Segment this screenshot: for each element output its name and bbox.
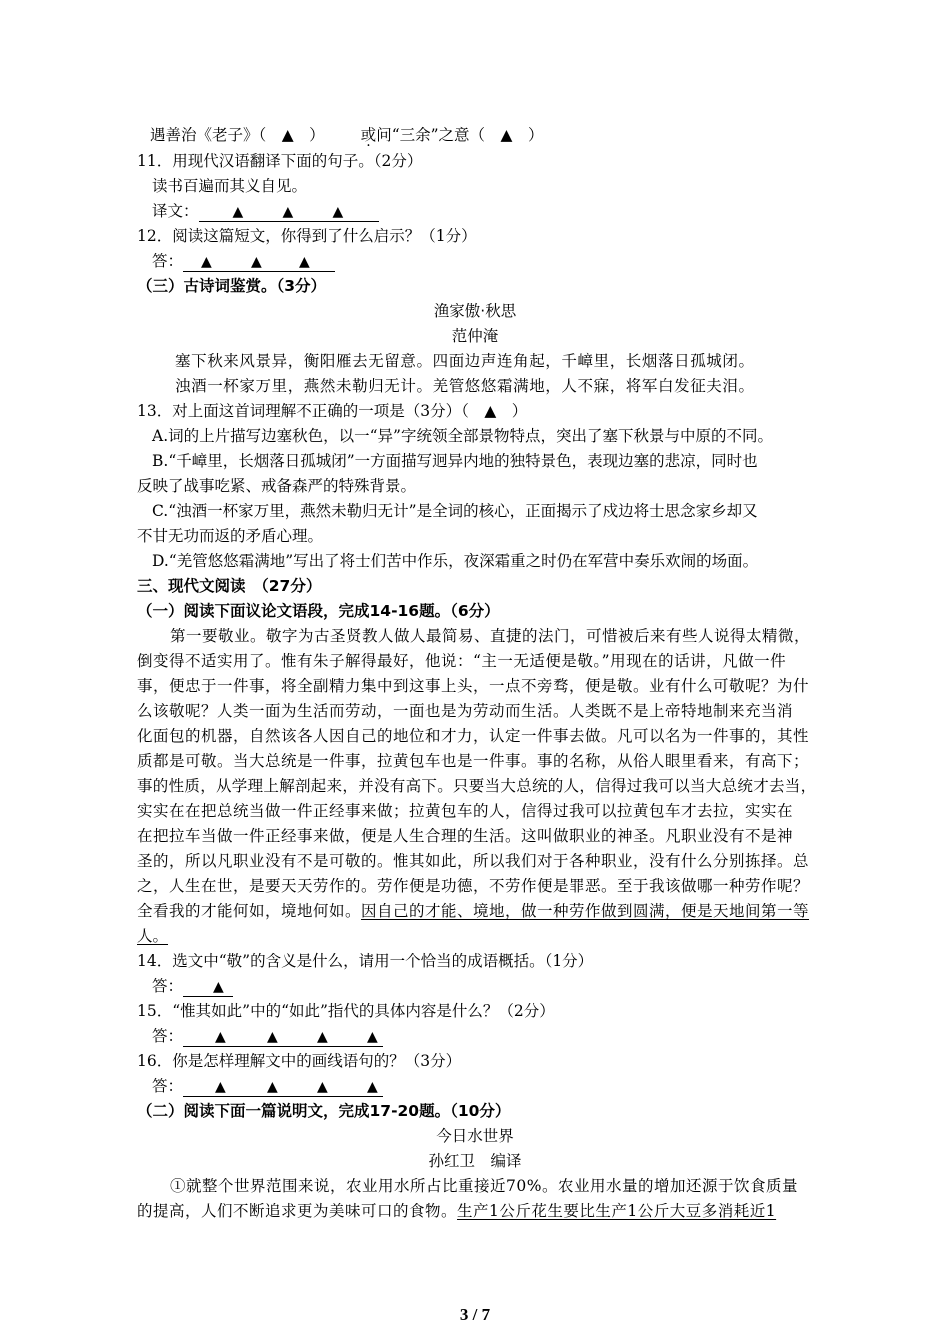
underlined-sentence: 因自己的才能、境地，做一种劳作做到圆满，便是天地间第一等 bbox=[361, 902, 810, 920]
question-15: 15．“惟其如此”中的“如此”指代的具体内容是什么？（2分） bbox=[137, 1002, 555, 1020]
subsection-one-heading: （一）阅读下面议论文语段，完成14-16题。（6分） bbox=[137, 602, 500, 620]
page-number: 3 / 7 bbox=[459, 1305, 491, 1324]
question-13: 13．对上面这首词理解不正确的一项是（3分）（ ▲ ） bbox=[137, 402, 528, 420]
poem-title: 渔家傲·秋思 bbox=[433, 302, 517, 320]
essay-line: 实实在在把总统当做一件正经事来做；拉黄包车的人，信得过我可以拉黄包车才去拉，实实在 bbox=[137, 802, 794, 820]
answer-line-16: 答： ▲ ▲ ▲ ▲ bbox=[152, 1075, 383, 1097]
article-line: ①就整个世界范围来说，农业用水所占比重接近70%。农业用水量的增加还源于饮食质量 bbox=[170, 1177, 798, 1195]
vocab-item-2-dotted: 或 bbox=[360, 126, 377, 144]
underlined-sentence: 生产1公斤花生要比生产1公斤大豆多消耗近1 bbox=[457, 1202, 777, 1220]
option-a: A.词的上片描写边塞秋色，以一“异”字统领全部景物特点，突出了塞下秋景与中原的不同。 bbox=[152, 427, 773, 445]
option-b-line-1: B.“千嶂里，长烟落日孤城闭”一方面描写迥异内地的独特景色，表现边塞的悲凉，同时也 bbox=[152, 452, 758, 470]
essay-line: 在把拉车当做一件正经事来做，便是人生合理的生活。这叫做职业的神圣。凡职业没有不是神 bbox=[137, 827, 794, 845]
vocab-line bbox=[150, 124, 543, 146]
essay-line: 质都是可敬。当大总统是一件事，拉黄包车也是一件事。事的名称，从俗人眼里看来，有高下； bbox=[137, 752, 810, 770]
underlined-sentence-end: 人。 bbox=[137, 927, 169, 945]
answer-blank[interactable]: ▲ ▲ ▲ ▲ bbox=[183, 1028, 383, 1047]
section-heading-poem: （三）古诗词鉴赏。（3分） bbox=[137, 277, 327, 295]
poem-line-2: 浊酒一杯家万里，燕然未勒归无计。羌管悠悠霜满地，人不寐，将军白发征夫泪。 bbox=[175, 377, 755, 395]
option-b-line-2: 反映了战事吃紧、戒备森严的特殊背景。 bbox=[137, 477, 417, 495]
answer-blank[interactable]: ▲ ▲ ▲ bbox=[183, 253, 335, 272]
option-d: D.“羌管悠悠霜满地”写出了将士们苦中作乐，夜深霜重之时仍在军营中奏乐欢闹的场面。 bbox=[152, 552, 759, 570]
essay-line: 事的性质，从学理上解剖起来，并没有高下。只要当大总统的人，信得过我可以当大总统才去当， bbox=[137, 777, 817, 795]
answer-line-15: 答： ▲ ▲ ▲ ▲ bbox=[152, 1025, 383, 1047]
article-line: 的提高，人们不断追求更为美味可口的食物。生产1公斤花生要比生产1公斤大豆多消耗近1 bbox=[137, 1202, 777, 1220]
essay-line: 化面包的机器，自然该各人因自己的地位和才力，认定一件事去做。凡可以名为一件事的，其性 bbox=[137, 727, 810, 745]
question-14: 14．选文中“敬”的含义是什么，请用一个恰当的成语概括。（1分） bbox=[137, 952, 594, 970]
essay-line: 全看我的才能何如，境地何如。因自己的才能、境地，做一种劳作做到圆满，便是天地间第一等 bbox=[137, 902, 810, 920]
article-author: 孙红卫 编译 bbox=[428, 1152, 522, 1170]
vocab-item-2: 问“三余”之意（ ▲ ） bbox=[376, 126, 544, 144]
poem-line-1: 塞下秋来风景异，衡阳雁去无留意。四面边声连角起，千嶂里，长烟落日孤城闭。 bbox=[175, 352, 755, 370]
essay-line: 事，便忠于一件事，将全副精力集中到这事上头，一点不旁骛，便是敬。业有什么可敬呢？为什 bbox=[137, 677, 810, 695]
option-c-line-1: C.“浊酒一杯家万里，燕然未勒归无计”是全词的核心，正面揭示了戍边将士思念家乡却又 bbox=[152, 502, 758, 520]
subsection-two-heading: （二）阅读下面一篇说明文，完成17-20题。（10分） bbox=[137, 1102, 511, 1120]
answer-blank[interactable]: ▲ ▲ ▲ bbox=[199, 203, 379, 222]
answer-line-12: 答： ▲ ▲ ▲ bbox=[152, 250, 335, 272]
essay-line: 圣的，所以凡职业没有不是可敬的。惟其如此，所以我们对于各种职业，没有什么分别拣择。总 bbox=[137, 852, 810, 870]
question-12: 12．阅读这篇短文，你得到了什么启示？（1分） bbox=[137, 227, 477, 245]
question-11-sentence: 读书百遍而其义自见。 bbox=[152, 177, 308, 195]
vocab-item-1: 遇善治《老子》（ ▲ ） bbox=[150, 126, 325, 144]
article-title: 今日水世界 bbox=[436, 1127, 514, 1145]
essay-line: 第一要敬业。敬字为古圣贤教人做人最简易、直捷的法门，可惜被后来有些人说得太精微， bbox=[170, 627, 811, 645]
question-11: 11．用现代汉语翻译下面的句子。（2分） bbox=[137, 152, 423, 170]
answer-line-14: 答： ▲ bbox=[152, 975, 233, 997]
option-c-line-2: 不甘无功而返的矛盾心理。 bbox=[137, 527, 324, 545]
answer-line-11: 译文： ▲ ▲ ▲ bbox=[152, 200, 379, 222]
essay-line: 倒变得不适实用了。惟有朱子解得最好，他说：“主一无适便是敬。”用现在的话讲，凡做一件 bbox=[137, 652, 787, 670]
question-16: 16．你是怎样理解文中的画线语句的？（3分） bbox=[137, 1052, 462, 1070]
essay-line: 么该敬呢？人类一面为生活而劳动，一面也是为劳动而生活。人类既不是上帝特地制来充当消 bbox=[137, 702, 794, 720]
answer-blank[interactable]: ▲ bbox=[183, 978, 233, 997]
answer-blank[interactable]: ▲ ▲ ▲ ▲ bbox=[183, 1078, 383, 1097]
poem-author: 范仲淹 bbox=[451, 327, 499, 345]
essay-line: 之，人生在世，是要天天劳作的。劳作便是功德，不劳作便是罪恶。至于我该做哪一种劳作呢？ bbox=[137, 877, 810, 895]
part-three-heading: 三、现代文阅读 （27分） bbox=[137, 577, 322, 595]
